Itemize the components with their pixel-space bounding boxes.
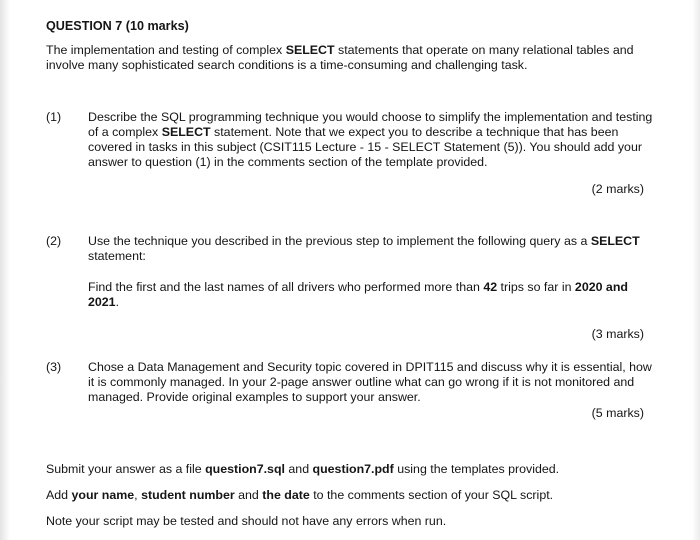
comment-instructions: Add your name, student number and the date to the comments section of your SQL script. [46,488,554,502]
page-edge-right [692,0,700,540]
page-edge-left [0,0,10,540]
part-2-marks: (3 marks) [591,327,644,341]
part-3-marks: (5 marks) [591,406,644,420]
part-1-text: Describe the SQL programming technique you would choose to simplify the implementation and testing of a complex SELECT statement. Note that we expect you to describe a technique that has been covered in tasks in this subject (CSIT115 Lecture - 15 - SELECT Statement (5)). You should add your answer to question (1) in the comments section of the template provided. [88,110,653,169]
submission-instructions: Submit your answer as a file question7.sql and question7.pdf using the templates provided. [46,462,560,476]
question-intro: The implementation and testing of complex SELECT statements that operate on many relational tables and involve many sophisticated search conditions is a time-consuming and challenging task. [46,43,634,72]
part-2-query: Find the first and the last names of all drivers who performed more than 42 trips so far in 2020 and 2021. [88,280,628,309]
part-3-number: (3) [46,360,62,374]
part-3-text: Chose a Data Management and Security topic covered in DPIT115 and discuss why it is essential, how it is commonly managed. In your 2-page answer outline what can go wrong if it is not monitored and managed. Provide original examples to support your answer. [88,360,652,404]
question-title: QUESTION 7 (10 marks) [46,19,189,33]
part-1-marks: (2 marks) [591,182,644,196]
part-2-number: (2) [46,234,62,248]
part-2-text: Use the technique you described in the previous step to implement the following query as a SELECT statement: [88,234,640,263]
part-1-number: (1) [46,110,62,124]
testing-note: Note your script may be tested and should not have any errors when run. [46,514,447,528]
